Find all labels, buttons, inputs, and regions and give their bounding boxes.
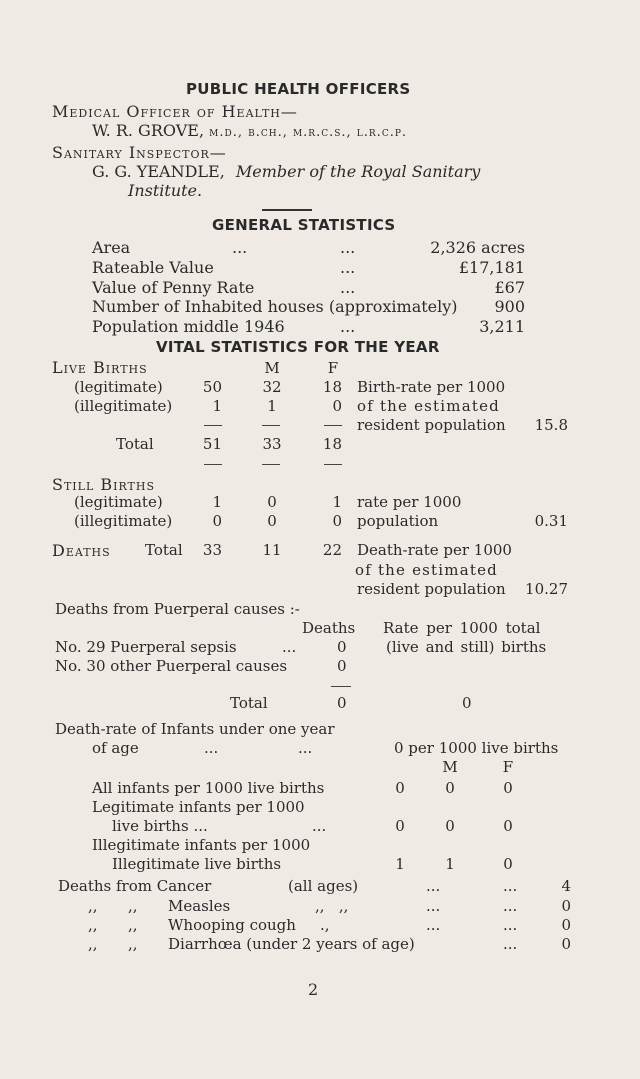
cell: 0 xyxy=(445,817,455,835)
leader-dots: ... xyxy=(340,258,356,277)
cancer-label-tail: (all ages) xyxy=(288,877,359,895)
cancer-label: Deaths from Cancer xyxy=(58,877,212,895)
general-row-value: 2,326 acres xyxy=(430,238,525,257)
birth-rate-note: resident population xyxy=(357,416,506,434)
infant-heading-cont: of age xyxy=(92,739,139,757)
section-divider xyxy=(262,209,312,211)
cell: 0 xyxy=(332,512,342,530)
cause-label: Measles xyxy=(168,897,231,915)
cell: 0 xyxy=(267,493,277,511)
cell: 1 xyxy=(445,855,455,873)
birth-rate-note: Birth-rate per 1000 xyxy=(357,378,506,396)
puerperal-total-label: Total xyxy=(230,694,268,712)
puerperal-col-rate-2: (live and still) births xyxy=(386,638,547,656)
rule xyxy=(204,425,222,426)
infant-row-label-cont: Illegitimate live births xyxy=(112,855,282,873)
birth-rate-note: of the estimated xyxy=(357,397,500,415)
ditto-mark: ,, xyxy=(88,916,98,934)
live-births-label: Live Births xyxy=(52,358,148,377)
general-row-value: £17,181 xyxy=(458,258,525,277)
rule xyxy=(204,464,222,465)
leader-dots: ... xyxy=(340,238,356,257)
cell: 18 xyxy=(322,378,342,396)
page-number: 2 xyxy=(308,980,319,999)
cause-label: Whooping cough xyxy=(168,916,296,934)
still-rate-note: population xyxy=(357,512,439,530)
leader-dots: ... xyxy=(503,877,518,895)
ditto-mark: ., xyxy=(320,916,330,934)
general-heading: GENERAL STATISTICS xyxy=(212,216,396,234)
infant-heading: Death-rate of Infants under one year xyxy=(55,720,335,738)
cell: 0 xyxy=(503,817,513,835)
cell: 0 xyxy=(332,397,342,415)
birth-rate-value: 15.8 xyxy=(534,416,568,434)
cell: 0 xyxy=(267,512,277,530)
ditto-mark: ,, xyxy=(88,935,98,953)
infant-row-label-cont: live births ... xyxy=(112,817,208,835)
general-row-label: Number of Inhabited houses (approximately) xyxy=(92,297,458,316)
cell: 0 xyxy=(503,779,513,797)
ditto-mark: ,, xyxy=(88,897,98,915)
cell: 1 xyxy=(212,493,222,511)
death-rate-note: of the estimated xyxy=(355,561,498,579)
puerperal-col-deaths: Deaths xyxy=(302,619,356,637)
cause-label: Diarrhœa (under 2 years of age) xyxy=(168,935,415,953)
cause-value: 0 xyxy=(561,935,571,953)
infant-col-m: M xyxy=(442,758,458,776)
still-rate-note: rate per 1000 xyxy=(357,493,462,511)
rule xyxy=(331,686,351,687)
cell: 0 xyxy=(395,779,405,797)
puerperal-col-rate: Rate per 1000 total xyxy=(383,619,541,637)
rule xyxy=(324,464,342,465)
infant-row-label: All infants per 1000 live births xyxy=(92,779,325,797)
puerperal-row-value: 0 xyxy=(337,657,347,675)
si-description-cont: Institute. xyxy=(128,181,203,200)
puerperal-heading: Deaths from Puerperal causes :- xyxy=(55,600,300,618)
cause-value: 0 xyxy=(561,916,571,934)
cell: 50 xyxy=(202,378,222,396)
puerperal-row-value: 0 xyxy=(337,638,347,656)
cell: 33 xyxy=(262,435,282,453)
row-label: (illegitimate) xyxy=(74,512,173,530)
general-row-value: 3,211 xyxy=(479,317,525,336)
ditto-mark: ,, ,, xyxy=(315,897,349,915)
row-label: (legitimate) xyxy=(74,493,163,511)
general-row-value: 900 xyxy=(494,297,525,316)
leader-dots: ... xyxy=(503,935,518,953)
leader-dots: ... xyxy=(340,317,356,336)
leader-dots: ... xyxy=(503,916,518,934)
puerperal-rate: 0 xyxy=(462,694,472,712)
puerperal-row-label: No. 30 other Puerperal causes xyxy=(55,657,288,675)
cell: 1 xyxy=(332,493,342,511)
officers-heading: PUBLIC HEALTH OFFICERS xyxy=(186,80,411,98)
rule xyxy=(324,425,342,426)
cell: 0 xyxy=(445,779,455,797)
cell: 33 xyxy=(202,541,222,559)
cell: 1 xyxy=(212,397,222,415)
total-label: Total xyxy=(116,435,154,453)
si-description: Member of the Royal Sanitary xyxy=(235,162,481,181)
deaths-label: Deaths xyxy=(52,541,111,560)
ditto-mark: ,, xyxy=(128,916,138,934)
cause-value: 4 xyxy=(561,877,571,895)
vital-heading: VITAL STATISTICS FOR THE YEAR xyxy=(156,338,440,356)
deaths-total-label: Total xyxy=(145,541,183,559)
leader-dots: ... xyxy=(232,238,248,257)
cause-value: 0 xyxy=(561,897,571,915)
puerperal-total: 0 xyxy=(337,694,347,712)
leader-dots: ... xyxy=(204,739,219,757)
moh-line xyxy=(92,121,407,140)
rule xyxy=(262,464,280,465)
leader-dots: ... xyxy=(298,739,313,757)
ditto-mark: ,, xyxy=(128,935,138,953)
cell: 51 xyxy=(202,435,222,453)
death-rate-value: 10.27 xyxy=(525,580,568,598)
leader-dots: ... xyxy=(282,638,297,656)
cell: 11 xyxy=(262,541,282,559)
infant-col-f: F xyxy=(502,758,514,776)
ditto-mark: ,, xyxy=(128,897,138,915)
cell: 0 xyxy=(395,817,405,835)
row-label: (illegitimate) xyxy=(74,397,173,415)
leader-dots: ... xyxy=(503,897,518,915)
moh-name: W. R. GROVE, xyxy=(92,121,205,140)
general-row-label: Rateable Value xyxy=(92,258,214,277)
leader-dots: ... xyxy=(312,817,327,835)
si-line xyxy=(92,162,480,181)
still-births-label: Still Births xyxy=(52,475,155,494)
col-m-header: M xyxy=(264,359,280,377)
sanitary-inspector-label: Sanitary Inspector— xyxy=(52,143,227,162)
cell: 18 xyxy=(322,435,342,453)
moh-qualifications: m.d., b.ch., m.r.c.s., l.r.c.p. xyxy=(209,125,408,140)
cell: 1 xyxy=(267,397,277,415)
col-f-header: F xyxy=(327,359,339,377)
leader-dots: ... xyxy=(426,916,441,934)
infant-row-label: Legitimate infants per 1000 xyxy=(92,798,305,816)
general-row-label: Area xyxy=(92,238,131,257)
row-label: (legitimate) xyxy=(74,378,163,396)
leader-dots: ... xyxy=(426,877,441,895)
death-rate-note: Death-rate per 1000 xyxy=(357,541,512,559)
general-row-label: Value of Penny Rate xyxy=(92,278,255,297)
cell: 32 xyxy=(262,378,282,396)
moh-label: Medical Officer of Health— xyxy=(52,102,298,121)
si-name: G. G. YEANDLE, xyxy=(92,162,225,181)
leader-dots: ... xyxy=(340,278,356,297)
still-rate-value: 0.31 xyxy=(534,512,568,530)
cell: 0 xyxy=(503,855,513,873)
infant-row-label: Illegitimate infants per 1000 xyxy=(92,836,311,854)
cell: 1 xyxy=(395,855,405,873)
rule xyxy=(262,425,280,426)
leader-dots: ... xyxy=(426,897,441,915)
puerperal-row-label: No. 29 Puerperal sepsis xyxy=(55,638,237,656)
general-row-label: Population middle 1946 xyxy=(92,317,285,336)
death-rate-note: resident population xyxy=(357,580,506,598)
cell: 22 xyxy=(322,541,342,559)
infant-rate-text: 0 per 1000 live births xyxy=(394,739,559,757)
general-row-value: £67 xyxy=(494,278,525,297)
cell: 0 xyxy=(212,512,222,530)
